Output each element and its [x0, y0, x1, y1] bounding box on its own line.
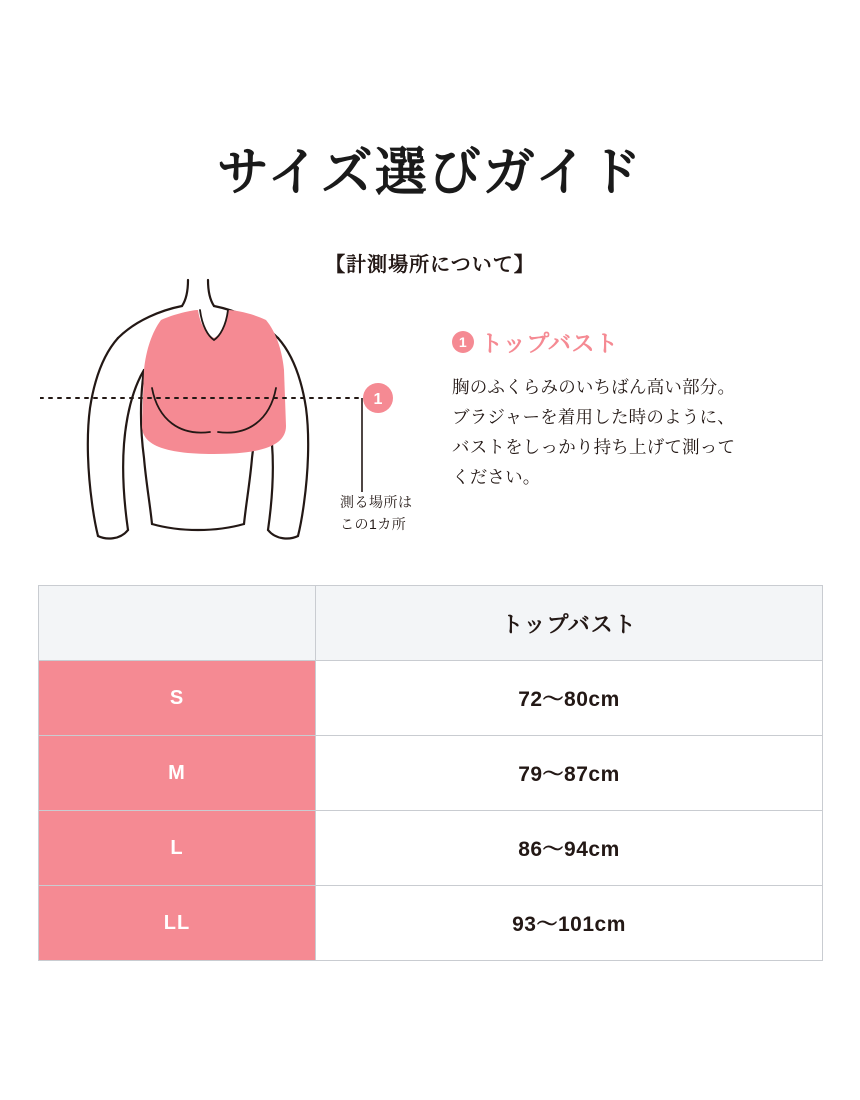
- size-label-l: L: [39, 811, 316, 886]
- illustration-caption-line1: 測る場所は: [340, 494, 413, 510]
- size-value-m: 79〜87cm: [316, 736, 823, 811]
- topbust-heading-label: トップバスト: [480, 330, 619, 356]
- illustration-caption-line2: この1カ所: [340, 515, 407, 532]
- topbust-body-line2: ブラジャーを着用した時のように、: [452, 407, 735, 428]
- size-label-s: S: [39, 661, 316, 736]
- table-row: [39, 736, 823, 811]
- page-subtitle: 【計測場所について】: [325, 254, 535, 276]
- size-label-ll: LL: [39, 886, 316, 961]
- topbust-body-line3: バストをしっかり持ち上げて測って: [452, 437, 736, 458]
- illustration-caption: [340, 492, 413, 535]
- size-table-body: [39, 661, 823, 961]
- topbust-body-line4: ください。: [452, 467, 541, 488]
- topbust-description: [452, 325, 822, 492]
- table-header-blank: [39, 586, 316, 661]
- size-table: [38, 585, 823, 961]
- table-row: [39, 886, 823, 961]
- size-value-s: 72〜80cm: [316, 661, 823, 736]
- size-value-ll: 93〜101cm: [316, 886, 823, 961]
- table-header-row: [39, 586, 823, 661]
- number-badge-1: 1: [452, 331, 474, 353]
- size-value-l: 86〜94cm: [316, 811, 823, 886]
- size-table-wrapper: [38, 585, 822, 961]
- table-row: [39, 811, 823, 886]
- topbust-heading: [452, 325, 822, 358]
- topbust-body: [452, 372, 822, 492]
- topbust-body-line1: 胸のふくらみのいちばん高い部分。: [452, 377, 736, 397]
- page-title: サイズ選びガイド: [216, 144, 644, 202]
- table-row: [39, 661, 823, 736]
- table-header-topbust: トップバスト: [316, 586, 823, 661]
- svg-text:1: 1: [373, 391, 383, 408]
- size-label-m: M: [39, 736, 316, 811]
- size-table-head: [39, 586, 823, 661]
